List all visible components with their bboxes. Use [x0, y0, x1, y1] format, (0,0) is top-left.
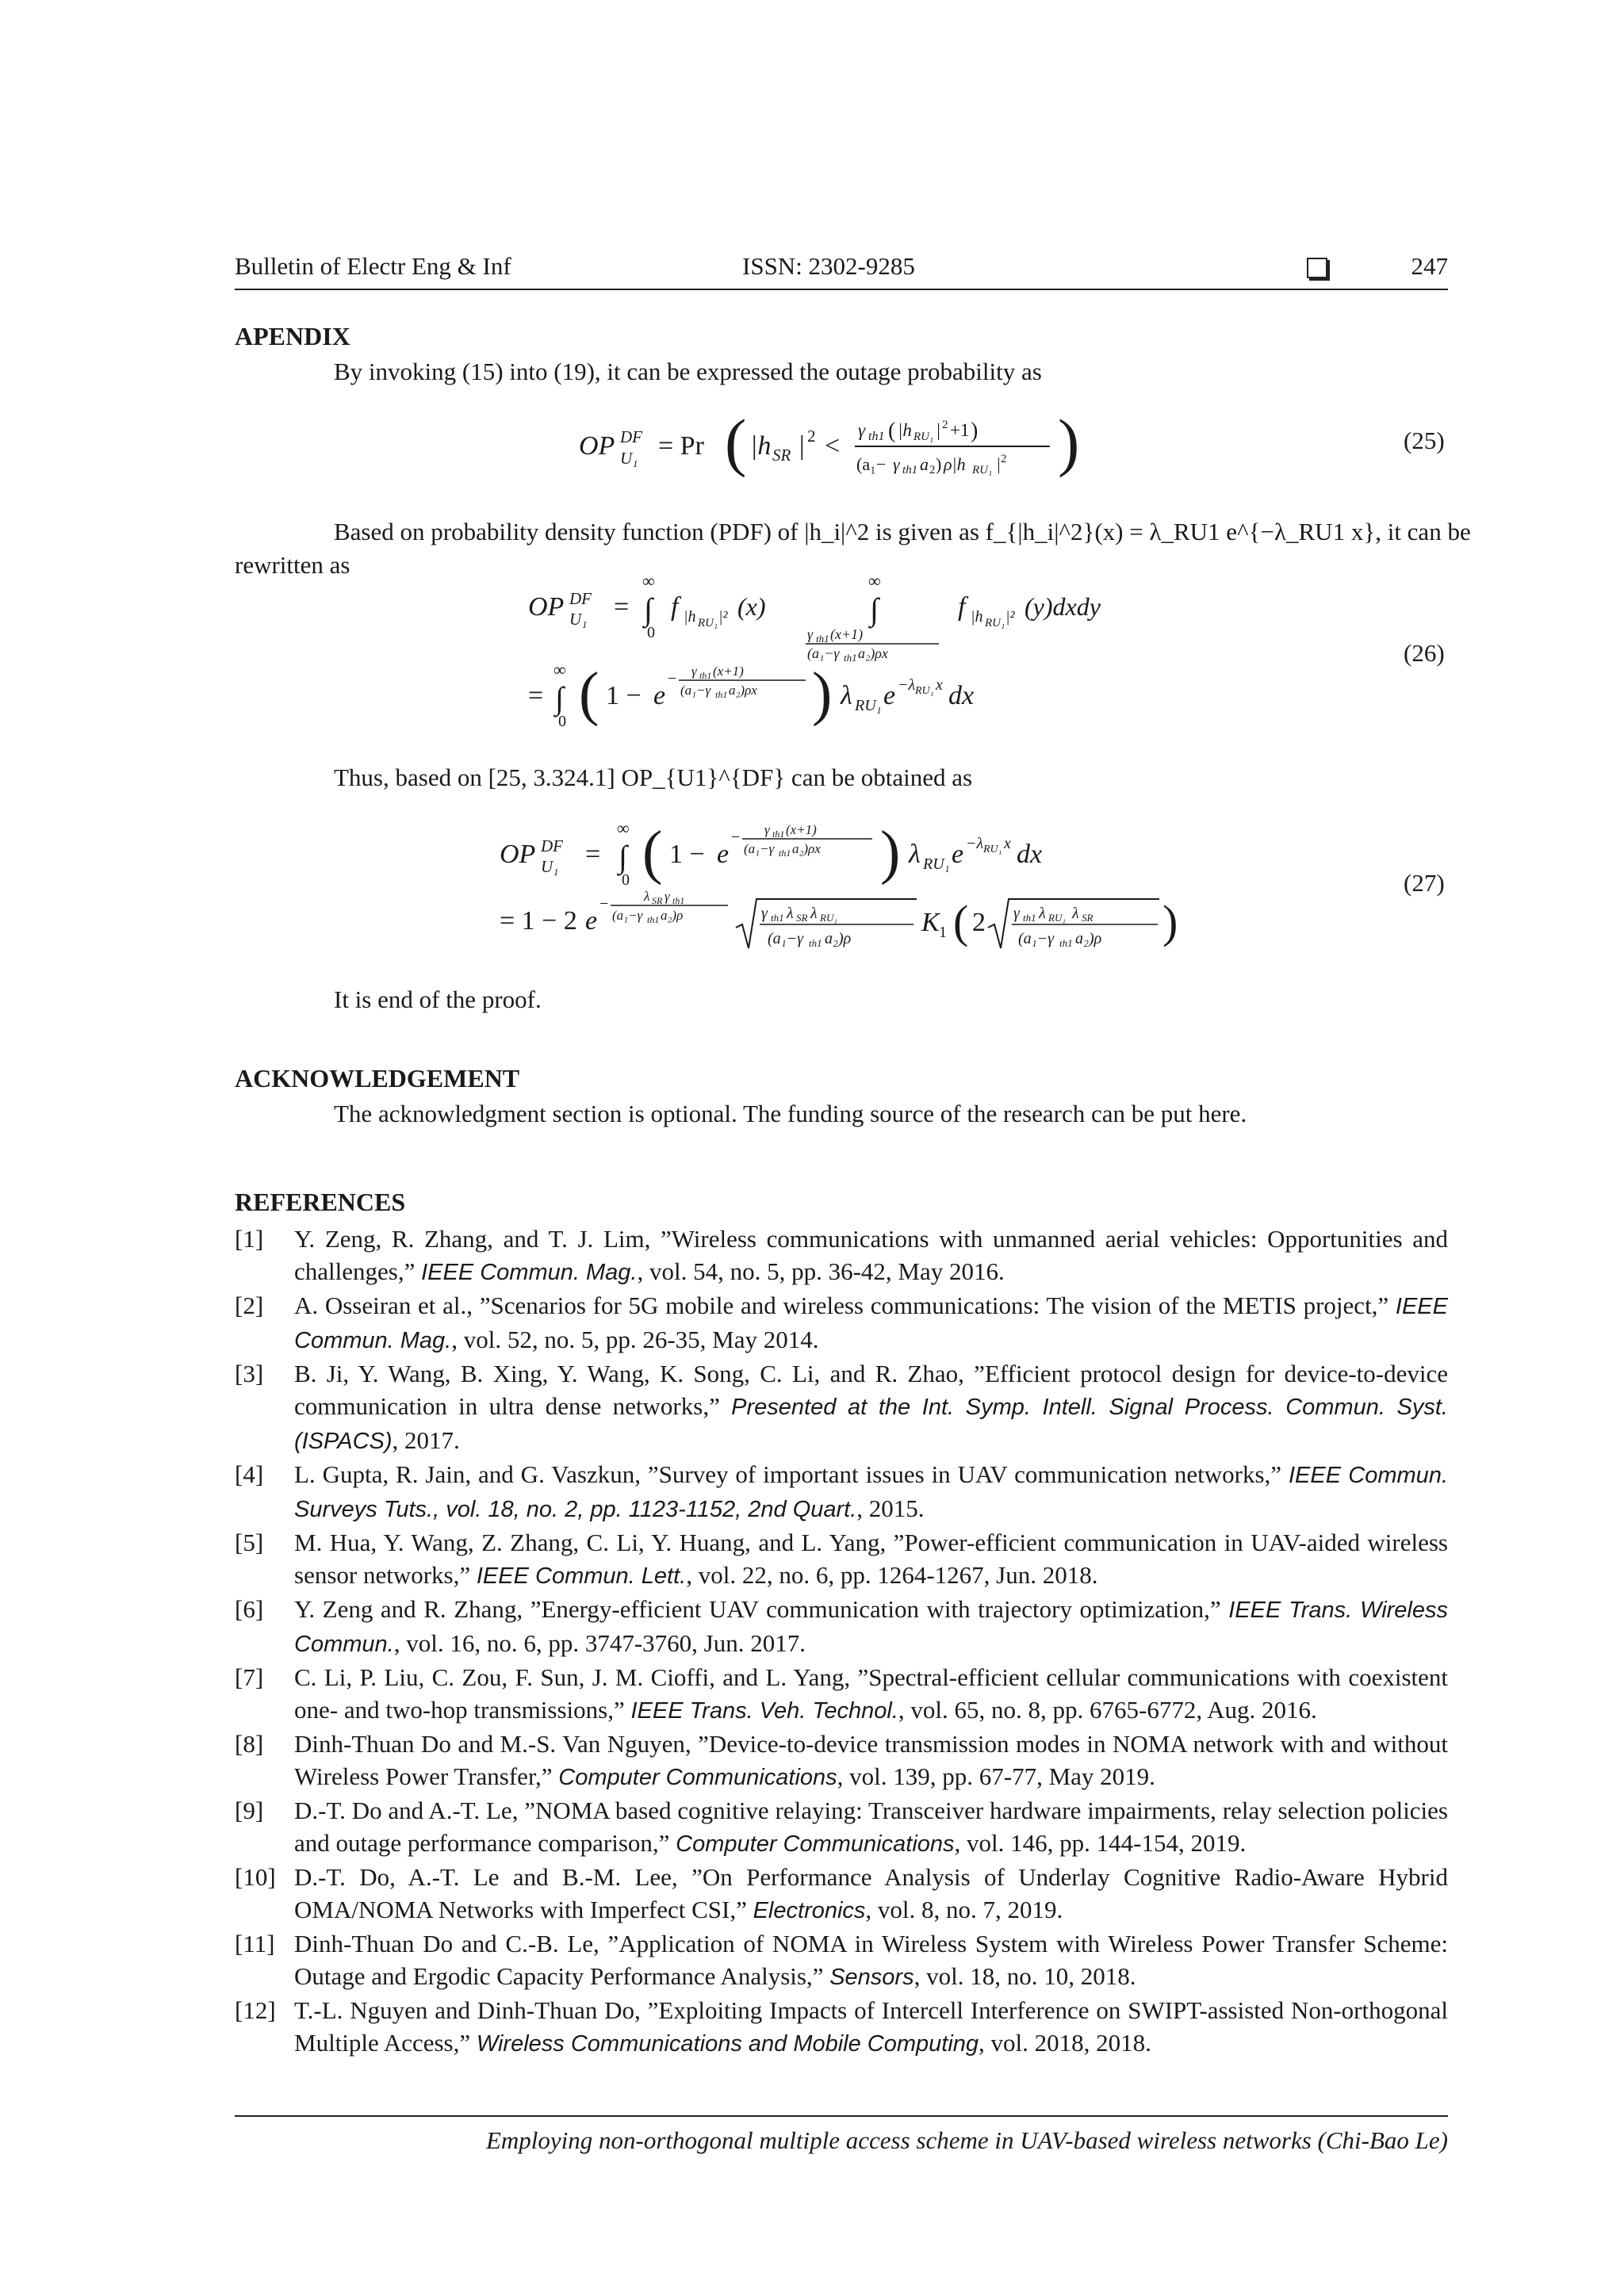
svg-text:): ): [812, 660, 833, 727]
reference-venue: IEEE Commun. Mag.: [421, 1260, 638, 1285]
svg-text:x: x: [936, 676, 943, 694]
svg-text:e: e: [717, 840, 730, 869]
svg-text:(x+1): (x+1): [786, 822, 817, 837]
svg-text:a₂)ρx: a₂)ρx: [858, 645, 888, 661]
equation-number-26: (26): [1404, 639, 1445, 667]
reference-item: [235, 1223, 1448, 1289]
svg-text:|h: |h: [684, 608, 696, 626]
svg-text:−: −: [668, 670, 677, 687]
reference-number: [8]: [235, 1730, 264, 1758]
reference-item: [235, 1593, 1448, 1661]
reference-venue: Sensors: [829, 1965, 914, 1990]
svg-text:DF: DF: [541, 836, 563, 855]
svg-text:OP: OP: [500, 840, 536, 869]
end-of-proof: It is end of the proof.: [334, 985, 542, 1013]
reference-tail: , vol. 8, no. 7, 2019.: [865, 1896, 1063, 1923]
reference-text: L. Gupta, R. Jain, and G. Vaszkun, ”Survey of important issues in UAV communication networks,”: [294, 1460, 1282, 1488]
svg-text:γ: γ: [1013, 905, 1020, 922]
svg-text:e: e: [883, 681, 896, 710]
reference-text: Dinh-Thuan Do and C.-B. Le, ”Application of NOMA in Wireless System with Wireless Power Transfer Scheme: Outage and Ergodic Capacity Performance Analysis,”: [294, 1930, 1448, 1990]
reference-tail: , vol. 22, no. 6, pp. 1264-1267, Jun. 2018.: [686, 1561, 1098, 1589]
reference-venue: Computer Communications: [676, 1831, 955, 1857]
reference-text: D.-T. Do and A.-T. Le, ”NOMA based cognitive relaying: Transceiver hardware impairments, relay selection policies and outage performance comparison,”: [294, 1797, 1448, 1857]
svg-text:∞: ∞: [553, 660, 566, 679]
reference-item: [235, 1526, 1448, 1593]
equation-25-graphic: [555, 400, 1126, 488]
running-header: [235, 252, 1448, 289]
svg-text:1 −: 1 −: [669, 840, 705, 869]
references-heading: REFERENCES: [235, 1188, 406, 1216]
reference-text: T.-L. Nguyen and Dinh-Thuan Do, ”Exploiting Impacts of Intercell Interference on SWIPT-assisted Non-orthogonal Multiple Access,”: [294, 1996, 1448, 2057]
svg-text:−: −: [731, 828, 741, 846]
svg-text:RU₁: RU₁: [972, 464, 993, 476]
pdf-paragraph-line2: rewritten as: [235, 551, 350, 579]
svg-text:λ: λ: [810, 905, 818, 922]
svg-text:∫: ∫: [619, 839, 627, 874]
reference-item: [235, 1861, 1448, 1927]
svg-text:2: 2: [942, 419, 948, 431]
pdf-paragraph-line1: Based on probability density function (PDF) of |h_i|^2 is given as f_{|h_i|^2}(x) = λ_RU1 e^{−λ_RU1 x}, it can be: [334, 518, 1471, 545]
svg-text:γ: γ: [893, 454, 900, 474]
reference-list: [235, 1223, 1448, 2061]
svg-text:= 1 − 2: = 1 − 2: [500, 906, 577, 936]
svg-text:K: K: [921, 908, 940, 937]
equation-number-27: (27): [1404, 869, 1445, 897]
svg-text:e: e: [952, 840, 964, 869]
reference-number: [10]: [235, 1863, 276, 1891]
svg-text:RU₁: RU₁: [983, 844, 1002, 855]
svg-text:): ): [1162, 896, 1178, 947]
svg-text:dx: dx: [1017, 840, 1043, 869]
reference-text: M. Hua, Y. Wang, Z. Zhang, C. Li, Y. Huang, and L. Yang, ”Power-efficient communication in UAV-aided wireless sensor networks,”: [294, 1529, 1448, 1589]
svg-text:): ): [936, 454, 942, 474]
svg-text:dx: dx: [948, 681, 975, 710]
svg-text:1 −: 1 −: [606, 681, 642, 710]
svg-text:∞: ∞: [617, 818, 630, 838]
svg-text:RU₁: RU₁: [855, 697, 882, 714]
reference-number: [1]: [235, 1225, 264, 1253]
svg-text:RU₁: RU₁: [915, 685, 934, 697]
svg-text:λ: λ: [1039, 905, 1046, 922]
svg-text:th1: th1: [647, 914, 660, 925]
svg-text:th1: th1: [1023, 912, 1036, 924]
svg-text:(y)dxdy: (y)dxdy: [1025, 592, 1101, 621]
svg-text:(a₁−γ: (a₁−γ: [612, 908, 643, 923]
svg-text:γ: γ: [858, 420, 866, 440]
reference-tail: , 2017.: [392, 1426, 460, 1454]
reference-number: [6]: [235, 1595, 264, 1623]
svg-text:DF: DF: [620, 427, 642, 446]
reference-item: [235, 1357, 1448, 1458]
svg-text:f: f: [958, 592, 966, 622]
svg-text:x: x: [1004, 835, 1011, 852]
box-icon: [1307, 258, 1327, 278]
svg-text:λ: λ: [909, 840, 921, 869]
reference-tail: , vol. 2018, 2018.: [979, 2029, 1151, 2057]
reference-text: Y. Zeng, R. Zhang, and T. J. Lim, ”Wireless communications with unmanned aerial vehicles: Opportunities and challenges,”: [294, 1225, 1448, 1285]
reference-text: Y. Zeng and R. Zhang, ”Energy-efficient UAV communication with trajectory optimization,”: [294, 1595, 1221, 1623]
svg-text:∞: ∞: [642, 571, 655, 591]
reference-venue: IEEE Commun. Mag.: [294, 1294, 1448, 1353]
svg-text:a₂)ρx: a₂)ρx: [792, 841, 821, 856]
reference-tail: , vol. 65, no. 8, pp. 6765-6772, Aug. 2016.: [898, 1696, 1317, 1724]
appendix-heading: APENDIX: [235, 322, 350, 350]
svg-text:th1: th1: [771, 912, 784, 924]
reference-number: [2]: [235, 1292, 264, 1319]
reference-venue: IEEE Commun. Surveys Tuts., vol. 18, no. 2, pp. 1123-1152, 2nd Quart.: [294, 1463, 1448, 1522]
page-number: 247: [1411, 252, 1448, 280]
svg-text:th1: th1: [1059, 937, 1073, 949]
svg-text:|h: |h: [750, 431, 772, 461]
svg-text:SR: SR: [772, 446, 791, 465]
svg-text:(: (: [725, 406, 747, 478]
svg-text:(: (: [642, 819, 663, 886]
svg-text:): ): [880, 819, 901, 886]
svg-text:(a₁−γ: (a₁−γ: [744, 841, 775, 856]
svg-text:(a₁−γ: (a₁−γ: [768, 930, 803, 947]
svg-text:th1: th1: [779, 848, 791, 859]
svg-text:SR: SR: [796, 912, 808, 924]
acknowledgement-heading: ACKNOWLEDGEMENT: [235, 1064, 520, 1093]
svg-text:γ: γ: [665, 889, 670, 904]
svg-text:∞: ∞: [868, 571, 881, 591]
svg-text:|²: |²: [1005, 608, 1015, 626]
svg-text:): ): [971, 419, 979, 443]
svg-text:th1: th1: [699, 670, 712, 681]
reference-item: [235, 1661, 1448, 1728]
reference-tail: , vol. 146, pp. 144-154, 2019.: [954, 1829, 1247, 1857]
reference-tail: , vol. 16, no. 6, pp. 3747-3760, Jun. 2017.: [393, 1629, 806, 1657]
reference-tail: , vol. 52, no. 5, pp. 26-35, May 2014.: [451, 1326, 819, 1353]
reference-text: A. Osseiran et al., ”Scenarios for 5G mobile and wireless communications: The vision of the METIS project,”: [294, 1292, 1389, 1319]
svg-text:0: 0: [622, 871, 630, 889]
svg-text:e: e: [653, 681, 666, 710]
header-rule: [235, 289, 1448, 290]
reference-number: [11]: [235, 1930, 275, 1957]
reference-item: [235, 1458, 1448, 1526]
reference-tail: , vol. 18, no. 10, 2018.: [914, 1962, 1136, 1990]
svg-text:(: (: [953, 896, 969, 947]
svg-text:|h: |h: [971, 608, 983, 626]
svg-text:(: (: [579, 660, 599, 727]
svg-text:=: =: [528, 681, 544, 710]
equation-27-graphic: [476, 801, 1237, 967]
svg-text:a₂)ρ: a₂)ρ: [1075, 930, 1102, 947]
svg-text:e: e: [585, 906, 598, 936]
pdf-paragraph: [334, 515, 1471, 548]
svg-text:λ: λ: [787, 905, 794, 922]
reference-number: [9]: [235, 1797, 264, 1824]
svg-text:−: −: [599, 895, 609, 913]
svg-text:th1: th1: [809, 937, 822, 949]
svg-text:=: =: [585, 840, 601, 869]
reference-venue: Wireless Communications and Mobile Computing: [476, 2031, 979, 2057]
svg-text:U₁: U₁: [569, 610, 588, 629]
svg-text:γ: γ: [691, 664, 697, 679]
reference-text: C. Li, P. Liu, C. Zou, F. Sun, J. M. Cioffi, and L. Yang, ”Spectral-efficient cellular communications with coexistent one- and two-hop transmissions,”: [294, 1663, 1448, 1724]
svg-text:0: 0: [558, 713, 566, 730]
svg-text:th1: th1: [902, 464, 918, 476]
svg-text:2: 2: [1001, 453, 1007, 465]
reference-tail: , vol. 54, no. 5, pp. 36-42, May 2016.: [637, 1257, 1005, 1285]
svg-text:f: f: [671, 592, 679, 622]
svg-text:(x+1): (x+1): [713, 664, 744, 679]
reference-number: [3]: [235, 1360, 264, 1387]
svg-text:RU₁: RU₁: [698, 617, 718, 629]
reference-item: [235, 1994, 1448, 2061]
svg-text:γ: γ: [761, 905, 768, 922]
reference-venue: Computer Communications: [558, 1765, 837, 1790]
reference-number: [5]: [235, 1529, 264, 1556]
svg-text:0: 0: [647, 624, 655, 641]
svg-text:a₂)ρ: a₂)ρ: [661, 908, 684, 923]
svg-text:−λ: −λ: [966, 835, 984, 852]
svg-text:|: |: [996, 454, 1002, 474]
reference-text: B. Ji, Y. Wang, B. Xing, Y. Wang, K. Song, C. Li, and R. Zhao, ”Efficient protocol design for device-to-device communication in ultra dense networks,”: [294, 1360, 1448, 1420]
svg-text:1: 1: [939, 924, 947, 941]
svg-text:th1: th1: [816, 633, 829, 645]
svg-text:th1: th1: [868, 430, 885, 443]
reference-tail: , vol. 139, pp. 67-77, May 2019.: [837, 1762, 1155, 1790]
svg-text:RU₁: RU₁: [923, 855, 950, 873]
thus-paragraph: Thus, based on [25, 3.324.1] OP_{U1}^{DF} can be obtained as: [334, 763, 973, 791]
reference-number: [12]: [235, 1996, 276, 2024]
svg-text:a₂)ρx: a₂)ρx: [729, 683, 757, 698]
svg-text:∫: ∫: [870, 591, 879, 627]
svg-text:OP: OP: [579, 431, 615, 461]
svg-text:∫: ∫: [644, 591, 653, 627]
svg-text:γ: γ: [764, 822, 770, 837]
reference-venue: Electronics: [753, 1898, 866, 1923]
svg-text:λ: λ: [841, 681, 852, 710]
reference-item: [235, 1927, 1448, 1994]
reference-venue: IEEE Trans. Veh. Technol.: [630, 1698, 898, 1724]
svg-text:): ): [1058, 406, 1080, 478]
svg-text:2: 2: [972, 908, 986, 937]
svg-text:RU₁: RU₁: [985, 617, 1005, 629]
svg-text:th1: th1: [772, 828, 785, 840]
svg-text:∫: ∫: [555, 680, 564, 716]
svg-text:DF: DF: [569, 589, 592, 608]
svg-text:+1: +1: [950, 420, 970, 440]
svg-text:γ: γ: [807, 626, 814, 642]
svg-text:RU₁: RU₁: [820, 912, 837, 924]
svg-text:(a₁−: (a₁−: [856, 454, 887, 474]
svg-text:SR: SR: [652, 895, 663, 906]
svg-text:|: |: [936, 420, 941, 440]
reference-text: Dinh-Thuan Do and M.-S. Van Nguyen, ”Device-to-device transmission modes in NOMA network with and without Wireless Power Transfer,”: [294, 1730, 1448, 1790]
svg-text:th1: th1: [715, 689, 728, 700]
svg-text:=: =: [614, 592, 630, 622]
svg-text:|²: |²: [718, 608, 728, 626]
svg-text:2: 2: [929, 464, 936, 476]
reference-text: D.-T. Do, A.-T. Le and B.-M. Lee, ”On Performance Analysis of Underlay Cognitive Radio-Aware Hybrid OMA/NOMA Networks with Imperfect CSI,”: [294, 1863, 1448, 1923]
footer-rule: [235, 2115, 1448, 2117]
svg-text:|h: |h: [898, 420, 912, 440]
svg-text:2: 2: [807, 427, 816, 446]
svg-text:(x+1): (x+1): [830, 626, 864, 642]
svg-text:a: a: [920, 454, 929, 474]
issn: ISSN: 2302-9285: [742, 252, 915, 280]
reference-number: [7]: [235, 1663, 264, 1691]
svg-text:ρ|h: ρ|h: [944, 454, 966, 474]
svg-text:(x): (x): [737, 592, 766, 621]
journal-name: Bulletin of Electr Eng & Inf: [235, 252, 511, 280]
svg-text:|: |: [798, 431, 806, 461]
svg-text:−λ: −λ: [898, 676, 916, 694]
svg-text:OP: OP: [528, 592, 565, 622]
running-footer: Employing non-orthogonal multiple access scheme in UAV-based wireless networks (Chi-Bao Le): [485, 2126, 1448, 2154]
svg-text:λ: λ: [1072, 905, 1079, 922]
reference-item: [235, 1728, 1448, 1794]
reference-item: [235, 1289, 1448, 1357]
svg-text:th1: th1: [672, 895, 685, 906]
svg-text:= Pr: = Pr: [658, 431, 704, 461]
svg-text:a₂)ρ: a₂)ρ: [825, 930, 852, 947]
svg-text:SR: SR: [1082, 912, 1094, 924]
svg-text:RU₁: RU₁: [914, 430, 934, 443]
reference-tail: , 2015.: [856, 1494, 925, 1522]
svg-text:(: (: [888, 419, 896, 443]
reference-venue: IEEE Commun. Lett.: [476, 1563, 687, 1589]
reference-venue: Presented at the Int. Symp. Intell. Signal Process. Commun. Syst. (ISPACS): [294, 1395, 1448, 1454]
svg-text:(a₁−γ: (a₁−γ: [1018, 930, 1054, 947]
svg-text:th1: th1: [844, 652, 857, 664]
svg-text:(a₁−γ: (a₁−γ: [807, 645, 840, 661]
svg-text:RU₁: RU₁: [1048, 912, 1066, 924]
equation-number-25: (25): [1404, 427, 1445, 454]
svg-text:U₁: U₁: [541, 857, 559, 876]
appendix-intro: By invoking (15) into (19), it can be expressed the outage probability as: [334, 358, 1042, 385]
svg-text:(a₁−γ: (a₁−γ: [680, 683, 711, 698]
svg-text:λ: λ: [644, 889, 650, 904]
reference-venue: IEEE Trans. Wireless Commun.: [294, 1598, 1448, 1657]
reference-number: [4]: [235, 1460, 264, 1488]
reference-item: [235, 1794, 1448, 1861]
equation-26-graphic: [508, 571, 1221, 745]
svg-text:<: <: [825, 431, 841, 461]
acknowledgement-text: The acknowledgment section is optional. The funding source of the research can be put here.: [334, 1100, 1247, 1127]
svg-text:U₁: U₁: [620, 449, 638, 468]
